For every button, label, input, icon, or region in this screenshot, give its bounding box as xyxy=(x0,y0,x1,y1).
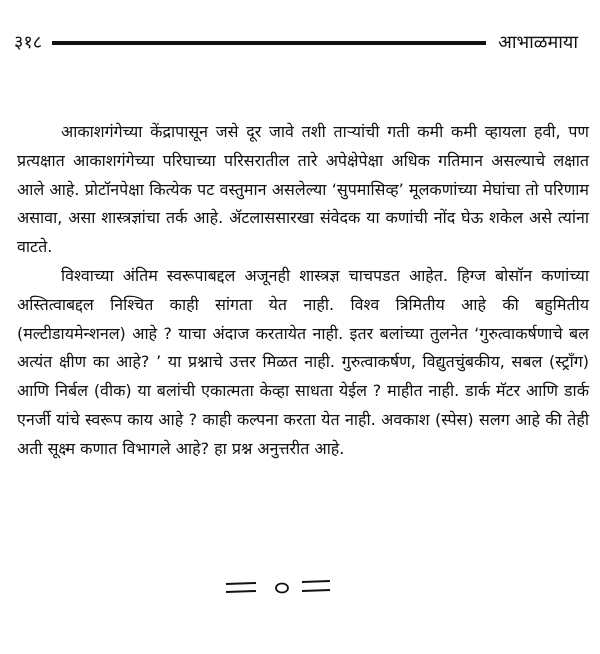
body-text xyxy=(17,118,589,464)
page-header xyxy=(14,30,578,56)
header-rule xyxy=(52,41,486,45)
running-title: आभाळमाया xyxy=(498,32,578,53)
paragraph-1: आकाशगंगेच्या केंद्रापासून जसे दूर जावे तशी ताऱ्यांची गती कमी कमी व्हायला हवी, पण प्रत्यक्षात आकाशगंगेच्या परिघाच्या परिसरातील तारे अपेक्षेपेक्षा अधिक गतिमान असल्याचे लक्षात आले आहे. प्रोटॉनपेक्षा कित्येक पट वस्तुमान असलेल्या ‘सुपमासिव्ह’ मूलकणांच्या मेघांचा तो परिणाम असावा, असा शास्त्रज्ञांचा तर्क आहे. ॲटलाससारखा संवेदक या कणांची नोंद घेऊ शकेल असे त्यांना वाटते. xyxy=(17,122,589,257)
paragraph-2: विश्वाच्या अंतिम स्वरूपाबद्दल अजूनही शास्त्रज्ञ चाचपडत आहेत. हिग्ज बोसॉन कणांच्या अस्तित्वाबद्दल निश्चित काही सांगता येत नाही. विश्व त्रिमितीय आहे की बहुमितीय (मल्टीडायमेन्शनल) आहे ? याचा अंदाज करतायेत नाही. इतर बलांच्या तुलनेत ‘गुरुत्वाकर्षणाचे बल अत्यंत क्षीण का आहे? ’ या प्रश्नाचे उत्तर मिळत नाही. गुरुत्वाकर्षण, विद्युतचुंबकीय, सबल (स्ट्रॉंग) आणि निर्बल (वीक) या बलांची एकात्मता केव्हा साधता येईल ? माहीत नाही. डार्क मॅटर आणि डार्क एनर्जी यांचे स्वरूप काय आहे ? काही कल्पना करता येत नाही. अवकाश (स्पेस) सलग आहे की तेही अती सूक्ष्म कणात विभागले आहे? हा प्रश्न अनुत्तरीत आहे. xyxy=(17,265,589,458)
page-number: ३१८ xyxy=(14,32,43,53)
section-end-ornament-icon xyxy=(222,574,332,604)
